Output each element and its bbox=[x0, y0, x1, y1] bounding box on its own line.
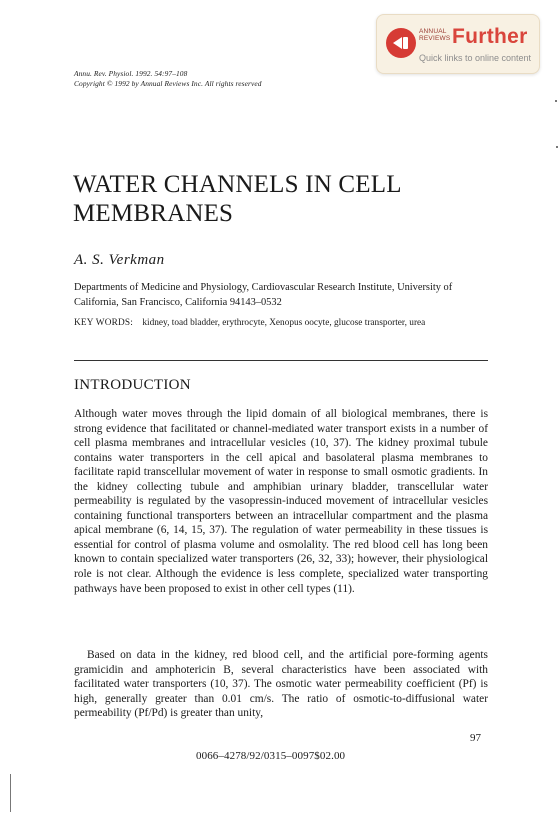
keywords-line bbox=[74, 318, 425, 328]
issn-code: 0066–4278/92/0315–0097$02.00 bbox=[196, 750, 346, 762]
annual-reviews-label: ANNUAL REVIEWS bbox=[419, 28, 451, 42]
section-heading: INTRODUCTION bbox=[74, 377, 191, 393]
scan-mark bbox=[555, 100, 557, 102]
keywords-list: kidney, toad bladder, erythrocyte, Xenopus oocyte, glucose transporter, urea bbox=[142, 318, 426, 328]
annual-reviews-further-badge[interactable] bbox=[376, 14, 540, 74]
body-paragraph: Although water moves through the lipid domain of all biological membranes, there is strong evidence that facilitated or channel-mediated water transport exists in a number of cell plasma membranes and intracellular vesicles (10, 37). The kidney proximal tubule contains water transporters in the cell apical and basolateral plasma membranes to facilitate rapid transcellular movement of water in response to small osmotic gradients. In the kidney collecting tubule and amphibian urinary bladder, transcellular water permeability is regulated by the vasopressin-induced movement of intracellular vesicles containing functional transporters between an intracellular compartment and the plasma apical membrane (6, 14, 15, 37). The regulation of water permeability in these tissues is essential for control of plasma volume and osmolality. The red blood cell has long been known to contain specialized water transporters (26, 32, 33); however, their physiological role is not clear. Although the evidence is less complete, specialized water transporting pathways have been proposed to exist in other cell types (11). bbox=[74, 408, 488, 595]
article-author: A. S. Verkman bbox=[74, 252, 165, 268]
body-paragraph: Based on data in the kidney, red blood cell, and the artificial pore-forming agents gramicidin and amphotericin B, several characteristics have been associated with facilitated water transporters (10, 37). The osmotic water permeability coefficient (Pf) is high, generally greater than 0.01 cm/s. The ratio of osmotic-to-diffusional water permeability (Pf/Pd) is greater than unity, bbox=[74, 649, 488, 720]
article-title-text: WATER CHANNELS IN CELL MEMBRANES bbox=[73, 171, 401, 227]
annual-reviews-logo-icon bbox=[386, 28, 416, 58]
author-affiliation: Departments of Medicine and Physiology, Cardiovascular Research Institute, University of California, San Francisco, California 94143–0532 bbox=[74, 282, 453, 308]
further-label: Further bbox=[452, 25, 528, 48]
journal-citation: Annu. Rev. Physiol. 1992. 54:97–108 bbox=[74, 69, 188, 78]
scan-mark bbox=[556, 146, 558, 148]
keywords-label: KEY WORDS: bbox=[74, 318, 134, 328]
article-title bbox=[73, 170, 413, 228]
page-number: 97 bbox=[470, 732, 481, 744]
scan-mark bbox=[10, 774, 11, 812]
copyright-line: Copyright © 1992 by Annual Reviews Inc. All rights reserved bbox=[74, 79, 262, 88]
further-tagline: Quick links to online content bbox=[419, 53, 532, 63]
section-divider bbox=[74, 360, 488, 361]
